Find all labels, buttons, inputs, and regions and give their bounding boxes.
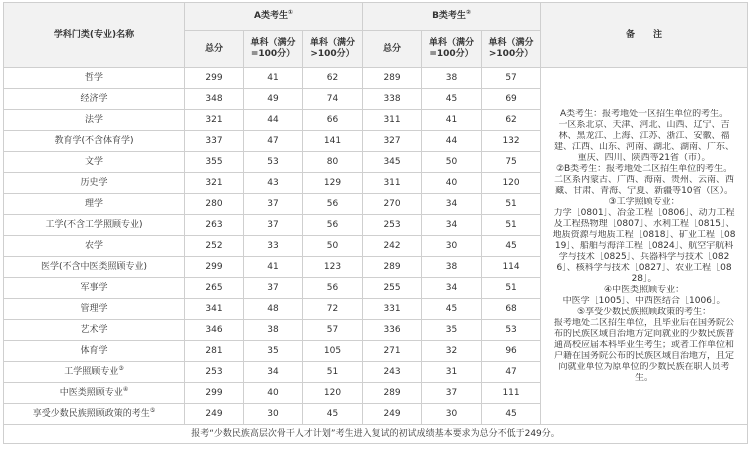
b-single-100-cell: 35 <box>422 320 482 341</box>
b-single-100-cell: 44 <box>422 131 482 152</box>
notes-line: ④中医类照顾专业： <box>604 284 685 295</box>
header-a-single-100: 单科（满分=100分） <box>244 31 303 68</box>
footnote-mark: ③ <box>118 364 124 372</box>
a-single-100-cell: 44 <box>244 110 303 131</box>
b-total-cell: 253 <box>363 215 422 236</box>
notes-line: 一区系北京、天津、河北、山西、辽宁、吉 <box>558 119 730 130</box>
subject-name-cell <box>4 194 185 215</box>
header-notes: 备 注 <box>541 3 748 68</box>
b-single-100-cell: 38 <box>422 68 482 89</box>
notes-line: 地质资源与地质工程［0818］、矿业工程［08 <box>552 229 736 240</box>
a-total-cell: 252 <box>185 236 244 257</box>
b-total-cell: 242 <box>363 236 422 257</box>
b-single-100-cell: 37 <box>422 383 482 404</box>
notes-line: 19］、船舶与海洋工程［0824］、航空宇航科 <box>554 240 734 251</box>
notes-line: ③工学照顾专业： <box>608 196 680 207</box>
b-total-cell: 338 <box>363 89 422 110</box>
b-single-over100-cell: 47 <box>482 362 541 383</box>
header-group-b: B类考生② <box>363 3 541 31</box>
subject-name: 医学(不含中医类照顾专业) <box>40 261 148 272</box>
a-total-cell: 337 <box>185 131 244 152</box>
b-single-100-cell: 45 <box>422 299 482 320</box>
subject-name-cell <box>4 173 185 194</box>
a-single-over100-cell: 123 <box>303 257 363 278</box>
subject-name: 艺术学 <box>80 324 108 335</box>
a-total-cell: 299 <box>185 383 244 404</box>
subject-name-cell <box>4 152 185 173</box>
b-total-cell: 311 <box>363 110 422 131</box>
notes-line: 学与技术［0825］、兵器科学与技术［082 <box>558 251 730 262</box>
subject-name: 农学 <box>84 240 103 251</box>
notes-line: 28］。 <box>631 273 657 284</box>
a-single-100-cell: 40 <box>244 383 303 404</box>
a-total-cell: 280 <box>185 194 244 215</box>
subject-name: 文学 <box>84 156 103 167</box>
subject-name: 哲学 <box>84 72 103 83</box>
b-single-over100-cell: 111 <box>482 383 541 404</box>
notes-line: 户籍在国务院公布的民族区域自治地方，且定 <box>554 350 735 361</box>
subject-name-cell <box>4 404 185 425</box>
a-single-100-cell: 48 <box>244 299 303 320</box>
notes-line: 生。 <box>635 372 654 383</box>
a-single-over100-cell: 56 <box>303 215 363 236</box>
notes-line: 重庆、四川、陕西等21省（市）。 <box>577 152 711 163</box>
header-b-single-100: 单科（满分=100分） <box>422 31 482 68</box>
b-single-100-cell: 41 <box>422 110 482 131</box>
a-single-over100-cell: 72 <box>303 299 363 320</box>
a-single-over100-cell: 129 <box>303 173 363 194</box>
header-b-total: 总分 <box>363 31 422 68</box>
b-single-over100-cell: 68 <box>482 299 541 320</box>
b-total-cell: 243 <box>363 362 422 383</box>
header-subject-name: 学科门类(专业)名称 <box>4 3 185 68</box>
a-single-100-cell: 37 <box>244 278 303 299</box>
notes-line: 布的民族区域自治地方定向就业的少数民族普 <box>554 328 735 339</box>
subject-name: 经济学 <box>80 93 108 104</box>
a-single-100-cell: 53 <box>244 152 303 173</box>
subject-name-cell <box>4 215 185 236</box>
b-single-over100-cell: 62 <box>482 110 541 131</box>
a-single-over100-cell: 45 <box>303 404 363 425</box>
b-total-cell: 289 <box>363 68 422 89</box>
a-single-over100-cell: 74 <box>303 89 363 110</box>
a-single-100-cell: 33 <box>244 236 303 257</box>
subject-name-cell <box>4 110 185 131</box>
a-total-cell: 249 <box>185 404 244 425</box>
notes-line: 力学［0801］、冶金工程［0806］、动力工程 <box>553 207 735 218</box>
subject-name: 历史学 <box>80 177 108 188</box>
a-total-cell: 299 <box>185 68 244 89</box>
header-b-single-over100: 单科（满分>100分） <box>482 31 541 68</box>
a-total-cell: 346 <box>185 320 244 341</box>
a-total-cell: 265 <box>185 278 244 299</box>
a-total-cell: 348 <box>185 89 244 110</box>
notes-line: 向就业单位为原单位的少数民族在职人员考 <box>558 361 730 372</box>
a-single-100-cell: 41 <box>244 257 303 278</box>
notes-line: 6］、核科学与技术［0827］、农业工程［08 <box>556 262 732 273</box>
header-group-a: A类考生① <box>185 3 363 31</box>
b-single-over100-cell: 96 <box>482 341 541 362</box>
notes-line: 通高校应届本科毕业生考生；或者工作单位和 <box>554 339 735 350</box>
a-single-100-cell: 30 <box>244 404 303 425</box>
subject-name: 教育学(不含体育学) <box>54 135 134 146</box>
notes-line: 建、江西、山东、河南、湖北、湖南、广东、 <box>554 141 735 152</box>
b-single-over100-cell: 51 <box>482 215 541 236</box>
b-single-100-cell: 38 <box>422 257 482 278</box>
footer-note: 报考“少数民族高层次骨干人才计划”考生进入复试的初试成绩基本要求为总分不低于249分。 <box>4 425 748 444</box>
b-single-over100-cell: 114 <box>482 257 541 278</box>
b-single-100-cell: 32 <box>422 341 482 362</box>
subject-name: 中医类照顾专业 <box>59 387 123 398</box>
b-single-100-cell: 31 <box>422 362 482 383</box>
subject-name: 享受少数民族照顾政策的考生 <box>32 408 150 419</box>
a-total-cell: 355 <box>185 152 244 173</box>
b-total-cell: 249 <box>363 404 422 425</box>
b-single-100-cell: 50 <box>422 152 482 173</box>
notes-line: 二区系内蒙古、广西、海南、贵州、云南、西 <box>554 174 735 185</box>
a-single-over100-cell: 56 <box>303 278 363 299</box>
a-single-100-cell: 37 <box>244 215 303 236</box>
b-total-cell: 336 <box>363 320 422 341</box>
a-single-over100-cell: 62 <box>303 68 363 89</box>
notes-cell <box>541 68 748 425</box>
a-total-cell: 341 <box>185 299 244 320</box>
footnote-mark: ④ <box>122 385 129 393</box>
a-total-cell: 321 <box>185 173 244 194</box>
b-single-100-cell: 30 <box>422 404 482 425</box>
footer-row <box>4 425 748 444</box>
notes-line: 报考地处二区招生单位，且毕业后在国务院公 <box>554 317 735 328</box>
footnote-mark-a: ① <box>287 9 294 16</box>
notes-line: 中医学［1005］、中西医结合［1006］。 <box>562 295 726 306</box>
subject-name-cell <box>4 278 185 299</box>
subject-name-cell <box>4 299 185 320</box>
a-single-over100-cell: 105 <box>303 341 363 362</box>
notes-line: 林、黑龙江、上海、江苏、浙江、安徽、福 <box>558 130 730 141</box>
b-total-cell: 289 <box>363 383 422 404</box>
b-total-cell: 311 <box>363 173 422 194</box>
a-total-cell: 321 <box>185 110 244 131</box>
a-single-100-cell: 34 <box>244 362 303 383</box>
b-single-over100-cell: 53 <box>482 320 541 341</box>
subject-name: 法学 <box>84 114 103 125</box>
a-single-100-cell: 38 <box>244 320 303 341</box>
b-total-cell: 271 <box>363 341 422 362</box>
subject-name-cell <box>4 341 185 362</box>
b-single-over100-cell: 57 <box>482 68 541 89</box>
footnote-mark-b: ② <box>465 9 472 16</box>
table-row <box>4 68 748 89</box>
subject-name-cell <box>4 362 185 383</box>
subject-name: 工学(不含工学照顾专业) <box>45 219 143 230</box>
a-single-over100-cell: 57 <box>303 320 363 341</box>
b-single-100-cell: 40 <box>422 173 482 194</box>
score-table <box>3 2 748 444</box>
subject-name: 管理学 <box>80 303 108 314</box>
a-single-over100-cell: 66 <box>303 110 363 131</box>
b-total-cell: 345 <box>363 152 422 173</box>
a-single-over100-cell: 141 <box>303 131 363 152</box>
subject-name-cell <box>4 89 185 110</box>
b-single-over100-cell: 75 <box>482 152 541 173</box>
b-single-100-cell: 45 <box>422 89 482 110</box>
a-single-100-cell: 47 <box>244 131 303 152</box>
a-single-100-cell: 37 <box>244 194 303 215</box>
a-single-100-cell: 43 <box>244 173 303 194</box>
b-total-cell: 270 <box>363 194 422 215</box>
b-total-cell: 327 <box>363 131 422 152</box>
subject-name-cell <box>4 68 185 89</box>
header-a-single-over100: 单科（满分>100分） <box>303 31 363 68</box>
subject-name: 工学照顾专业 <box>64 366 119 377</box>
b-single-over100-cell: 69 <box>482 89 541 110</box>
subject-name: 理学 <box>84 198 103 209</box>
subject-name-cell <box>4 236 185 257</box>
b-single-over100-cell: 132 <box>482 131 541 152</box>
notes-line: A类考生：报考地处一区招生单位的考生。 <box>559 108 729 119</box>
subject-name-cell <box>4 257 185 278</box>
a-total-cell: 253 <box>185 362 244 383</box>
footnote-mark: ⑤ <box>149 406 156 414</box>
b-single-over100-cell: 45 <box>482 236 541 257</box>
notes-line: ⑤享受少数民族照顾政策的考生： <box>577 306 712 317</box>
header-a-total: 总分 <box>185 31 244 68</box>
notes-line: 及工程热物理［0807］、水利工程［0815］、 <box>553 218 735 229</box>
b-single-100-cell: 34 <box>422 278 482 299</box>
subject-name-cell <box>4 320 185 341</box>
b-single-over100-cell: 45 <box>482 404 541 425</box>
b-single-over100-cell: 120 <box>482 173 541 194</box>
b-single-100-cell: 34 <box>422 215 482 236</box>
a-total-cell: 281 <box>185 341 244 362</box>
subject-name-cell <box>4 131 185 152</box>
a-single-100-cell: 49 <box>244 89 303 110</box>
b-single-over100-cell: 51 <box>482 194 541 215</box>
a-single-100-cell: 35 <box>244 341 303 362</box>
b-single-100-cell: 30 <box>422 236 482 257</box>
b-single-100-cell: 34 <box>422 194 482 215</box>
b-single-over100-cell: 51 <box>482 278 541 299</box>
a-single-over100-cell: 56 <box>303 194 363 215</box>
b-total-cell: 289 <box>363 257 422 278</box>
a-single-over100-cell: 50 <box>303 236 363 257</box>
a-total-cell: 299 <box>185 257 244 278</box>
a-total-cell: 263 <box>185 215 244 236</box>
notes-line: 藏、甘肃、青海、宁夏、新疆等10省（区）。 <box>555 185 734 196</box>
subject-name-cell <box>4 383 185 404</box>
a-single-100-cell: 41 <box>244 68 303 89</box>
a-single-over100-cell: 120 <box>303 383 363 404</box>
subject-name: 体育学 <box>80 345 108 356</box>
b-total-cell: 255 <box>363 278 422 299</box>
a-single-over100-cell: 80 <box>303 152 363 173</box>
subject-name: 军事学 <box>80 282 108 293</box>
notes-line: ②B类考生：报考地处二区招生单位的考生。 <box>555 163 733 174</box>
b-total-cell: 331 <box>363 299 422 320</box>
a-single-over100-cell: 51 <box>303 362 363 383</box>
